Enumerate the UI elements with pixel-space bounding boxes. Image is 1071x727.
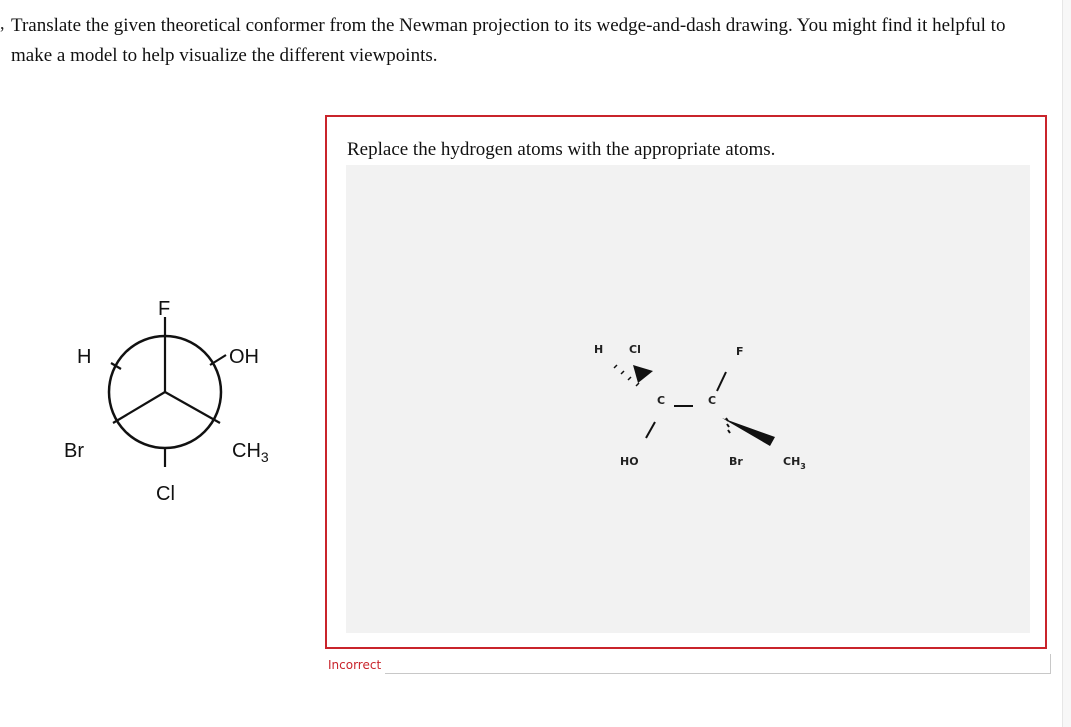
question-number-marker: , [0,13,5,33]
left-ho-label[interactable]: HO [620,455,639,468]
left-h-label[interactable]: H [594,343,604,356]
newman-front-bond-right [165,392,220,423]
newman-label-h: H [77,346,92,368]
feedback-divider [385,673,1051,674]
right-f-bond[interactable] [717,372,726,391]
newman-label-f: F [158,298,171,320]
answer-drawing-panel [325,115,1047,649]
feedback-status: Incorrect [328,658,382,672]
wedge-dash-drawing[interactable] [346,165,1030,633]
left-cl-wedge-bond[interactable] [633,365,653,383]
newman-label-cl: Cl [156,483,175,505]
newman-front-bond-left [113,392,165,423]
left-ho-bond[interactable] [646,422,655,438]
left-carbon-label[interactable]: C [657,394,666,407]
newman-projection [55,295,300,515]
newman-label-br: Br [64,440,84,462]
right-br-label[interactable]: Br [729,455,743,468]
question-text: Translate the given theoretical conformer from the Newman projection to its wedge-and-dash drawing. You might find it helpful to make a model to help visualize the different viewpoints. [11,15,1006,66]
newman-projection-svg [55,295,300,515]
right-carbon-label[interactable]: C [708,394,717,407]
left-cl-label[interactable]: Cl [629,343,641,356]
right-ch3-label[interactable]: $CH_3$ [783,455,806,471]
newman-label-ch3: $CH_3$ [232,440,269,465]
newman-label-oh: OH [229,346,259,368]
right-f-label[interactable]: F [736,345,744,358]
answer-instruction: Replace the hydrogen atoms with the appropriate atoms. [347,139,776,160]
feedback-side-border [1050,654,1051,674]
right-scroll-rail[interactable] [1062,0,1071,727]
feedback-bar [325,654,1051,674]
drawing-canvas[interactable] [346,165,1030,633]
